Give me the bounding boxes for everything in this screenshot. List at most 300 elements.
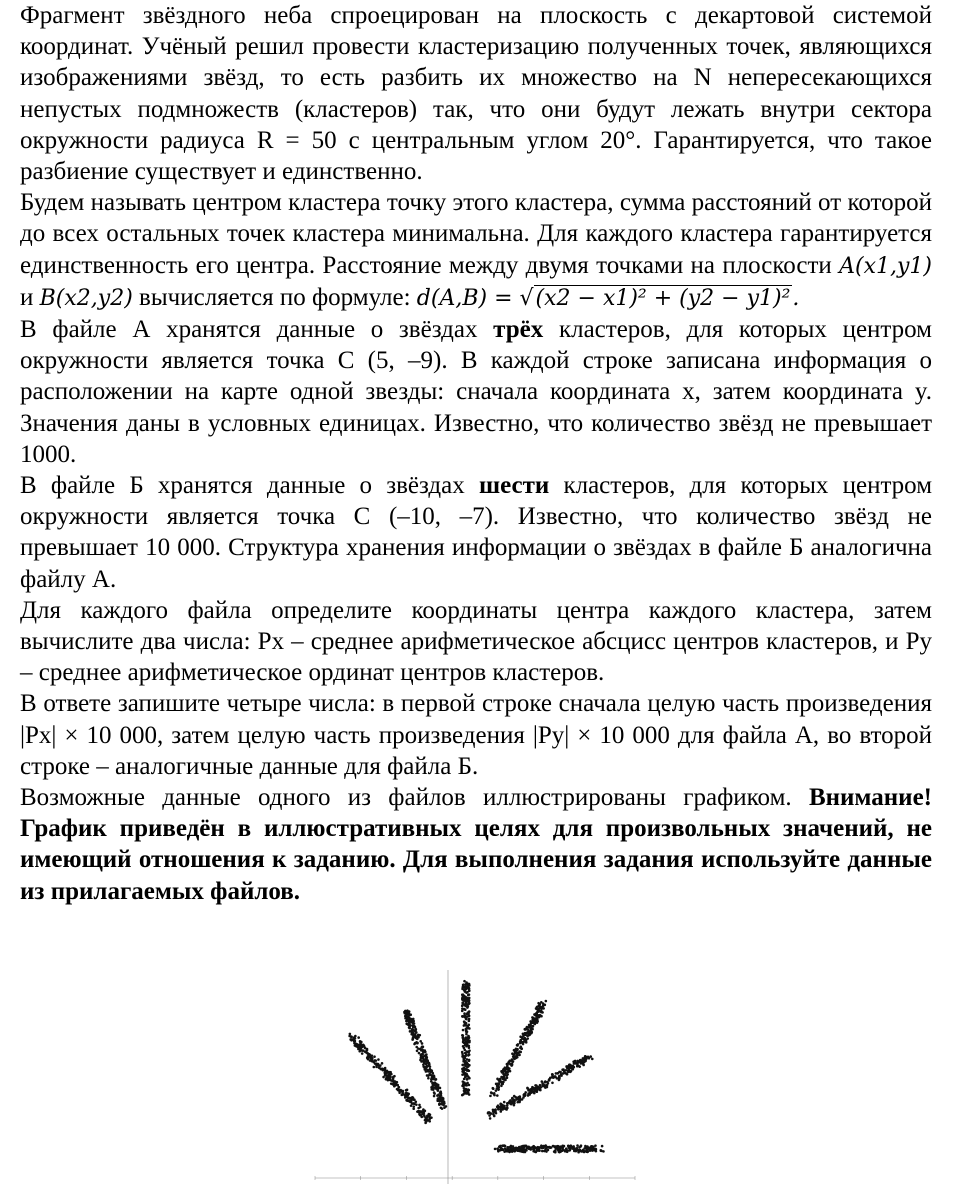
cluster-point [468, 983, 471, 986]
cluster-point [463, 1049, 466, 1052]
cluster-point [406, 1099, 409, 1102]
cluster-point [441, 1103, 444, 1106]
cluster-point [405, 1089, 408, 1092]
cluster-point [559, 1146, 562, 1149]
cluster-point [566, 1151, 569, 1154]
cluster-point [576, 1144, 579, 1147]
cluster-point [466, 1078, 469, 1081]
cluster-point [527, 1031, 530, 1034]
cluster-point [526, 1034, 529, 1037]
cluster-point [508, 1150, 511, 1153]
cluster-point [399, 1089, 402, 1092]
cluster-point [580, 1062, 583, 1065]
cluster-point [394, 1080, 397, 1083]
paragraph-answer: В ответе запишите четыре числа: в первой строке сначала целую часть произведения |Px| × 10 000, затем целую часть произведения |Py| × 10 000 для файла А, во второй строке – аналогичные данные для файла Б. [20, 690, 932, 780]
cluster-point [520, 1040, 523, 1043]
cluster-point [462, 984, 465, 987]
cluster-point [433, 1095, 436, 1098]
cluster-point [497, 1083, 500, 1086]
distance-formula: d(A,B) = √(x2 − x1)² + (y2 − y1)². [416, 285, 800, 311]
cluster-point [377, 1058, 380, 1061]
cluster-point [601, 1145, 604, 1148]
cluster-point [531, 1089, 534, 1092]
cluster-point [562, 1072, 565, 1075]
cluster-point [547, 1149, 550, 1152]
cluster-point [461, 1036, 464, 1039]
scatter-svg [305, 960, 645, 1188]
cluster-point [433, 1092, 436, 1095]
cluster-point [527, 1028, 530, 1031]
cluster-point [466, 1082, 469, 1085]
cluster-point [461, 988, 464, 991]
cluster-point [468, 1020, 471, 1023]
scatter-chart [305, 960, 645, 1188]
cluster-point [371, 1059, 374, 1062]
cluster-point [518, 1054, 521, 1057]
cluster-point [591, 1058, 594, 1061]
cluster-point [420, 1053, 423, 1056]
cluster-point [537, 1146, 540, 1149]
cluster-point [419, 1040, 422, 1043]
cluster-point [465, 991, 468, 994]
cluster-point [544, 1080, 547, 1083]
cluster-point [412, 1020, 415, 1023]
cluster-point [465, 1000, 468, 1003]
cluster-point [465, 1024, 468, 1027]
cluster-point [489, 1095, 492, 1098]
cluster-point [464, 1060, 467, 1063]
cluster-point [408, 1023, 411, 1026]
cluster-point [465, 1028, 468, 1031]
cluster-point [354, 1035, 357, 1038]
cluster-point [540, 1007, 543, 1010]
cluster-point [565, 1147, 568, 1150]
cluster-point [412, 1097, 415, 1100]
cluster-point [462, 1093, 465, 1096]
cluster-point [523, 1037, 526, 1040]
cluster-point [432, 1084, 435, 1087]
cluster-point [504, 1078, 507, 1081]
cluster-point [438, 1099, 441, 1102]
cluster-point [545, 1000, 548, 1003]
cluster-point [507, 1061, 510, 1064]
cluster-point [424, 1110, 427, 1113]
cluster-point [357, 1036, 360, 1039]
task-text [20, 0, 932, 907]
cluster-point [526, 1087, 529, 1090]
cluster-point [420, 1057, 423, 1060]
cluster-point [512, 1060, 515, 1063]
cluster-point [419, 1106, 422, 1109]
cluster-point [537, 1085, 540, 1088]
cluster-point [499, 1149, 502, 1152]
cluster-point [407, 1093, 410, 1096]
cluster-point [497, 1108, 500, 1111]
cluster-point [501, 1108, 504, 1111]
cluster-point [583, 1151, 586, 1154]
cluster-point [360, 1041, 363, 1044]
cluster-point [522, 1096, 525, 1099]
cluster-point [350, 1039, 353, 1042]
cluster-point [462, 1057, 465, 1060]
cluster-point [405, 1013, 408, 1016]
cluster-point [494, 1148, 497, 1151]
cluster-point [530, 1031, 533, 1034]
cluster-point [396, 1084, 399, 1087]
cluster-point [556, 1072, 559, 1075]
cluster-point [464, 1075, 467, 1078]
cluster-point [537, 1010, 540, 1013]
paragraph-center-definition: Будем называть центром кластера точку этого кластера, сумма расстояний от которой до всех остальных точек кластера минимальна. Для каждого кластера гарантируется единственность его центра. Расстояние между двумя точками на плоскости A(x1,y1) и B(x2,y2) вычисляется по формуле: d(A,B) = √(x2 − x1)² + (y2 − y1)². [20, 189, 933, 311]
cluster-point [410, 1101, 413, 1104]
cluster-point [561, 1068, 564, 1071]
cluster-point [390, 1082, 393, 1085]
cluster-point [549, 1077, 552, 1080]
cluster-point [506, 1073, 509, 1076]
cluster-point [510, 1147, 513, 1150]
cluster-point [585, 1058, 588, 1061]
cluster-point [590, 1149, 593, 1152]
cluster-point [535, 1007, 538, 1010]
cluster-point [464, 1042, 467, 1045]
cluster-point [467, 1051, 470, 1054]
cluster-point [582, 1057, 585, 1060]
cluster-point [417, 1047, 420, 1050]
cluster-point [542, 1004, 545, 1007]
cluster-point [467, 1038, 470, 1041]
cluster-point [440, 1092, 443, 1095]
cluster-point [524, 1028, 527, 1031]
cluster-point [506, 1066, 509, 1069]
cluster-point [586, 1145, 589, 1148]
cluster-point [420, 1046, 423, 1049]
warning-text: Внимание! График приведён в иллюстративных целях для произвольных значений, не имеющий отношения к заданию. Для выполнения задания используйте данные из прилагаемых файлов. [20, 784, 933, 905]
cluster-point [414, 1028, 417, 1031]
cluster-point [523, 1149, 526, 1152]
cluster-point [393, 1085, 396, 1088]
cluster-point [551, 1081, 554, 1084]
cluster-point [427, 1077, 430, 1080]
cluster-point [573, 1147, 576, 1150]
cluster-point [349, 1033, 352, 1036]
cluster-point [390, 1073, 393, 1076]
cluster-point [491, 1087, 494, 1090]
point-a: A(x1,y1) [839, 253, 933, 279]
cluster-point [538, 1149, 541, 1152]
cluster-point [393, 1075, 396, 1078]
cluster-point [462, 993, 465, 996]
cluster-point [440, 1097, 443, 1100]
cluster-point [464, 1008, 467, 1011]
cluster-point [507, 1071, 510, 1074]
cluster-point [427, 1070, 430, 1073]
cluster-point [421, 1042, 424, 1045]
cluster-point [496, 1094, 499, 1097]
cluster-point [464, 1091, 467, 1094]
cluster-point [392, 1078, 395, 1081]
cluster-point [498, 1145, 501, 1148]
cluster-point [534, 1017, 537, 1020]
cluster-point [505, 1149, 508, 1152]
cluster-point [373, 1055, 376, 1058]
cluster-point [558, 1078, 561, 1081]
cluster-point [504, 1074, 507, 1077]
cluster-point [374, 1059, 377, 1062]
cluster-point [426, 1074, 429, 1077]
cluster-point [411, 1038, 414, 1041]
cluster-point [364, 1050, 367, 1053]
cluster-point [582, 1064, 585, 1067]
cluster-point [534, 1023, 537, 1026]
cluster-point [445, 1105, 448, 1108]
cluster-point [502, 1105, 505, 1108]
cluster-point [490, 1091, 493, 1094]
point-b: B(x2,y2) [39, 285, 133, 311]
cluster-point [526, 1037, 529, 1040]
cluster-point [496, 1087, 499, 1090]
cluster-point [468, 1045, 471, 1048]
cluster-point [489, 1117, 492, 1120]
paragraph-intro: Фрагмент звёздного неба спроецирован на плоскость с декартовой системой координат. Учёный решил провести кластеризацию полученных точек, являющихся изображениями звёзд, то есть разбить их множество на N непересекающихся непустых подмножеств (кластеров) так, что они будут лежать внутри сектора окружности радиуса R = 50 с центральным углом 20°. Гарантируется, что такое разбиение существует и единственно. [20, 2, 932, 186]
cluster-point [552, 1076, 555, 1079]
cluster-point [559, 1071, 562, 1074]
cluster-point [506, 1107, 509, 1110]
cluster-point [573, 1150, 576, 1153]
cluster-point [428, 1118, 431, 1121]
cluster-point [537, 1016, 540, 1019]
cluster-point [529, 1024, 532, 1027]
cluster-point [528, 1093, 531, 1096]
cluster-point [416, 1042, 419, 1045]
cluster-point [361, 1052, 364, 1055]
cluster-point [412, 1105, 415, 1108]
cluster-point [518, 1101, 521, 1104]
cluster-point [510, 1102, 513, 1105]
cluster-point [492, 1108, 495, 1111]
cluster-point [532, 1025, 535, 1028]
cluster-point [539, 1084, 542, 1087]
cluster-point [422, 1050, 425, 1053]
paragraph-file-b: В файле Б хранятся данные о звёздах шести кластеров, для которых центром окружности является точка C (–10, –7). Известно, что количество звёзд не превышает 10 000. Структура хранения информации о звёздах в файле Б аналогична файлу А. [20, 472, 933, 593]
cluster-point [501, 1081, 504, 1084]
cluster-point [361, 1046, 364, 1049]
cluster-point [464, 1063, 467, 1066]
cluster-point [561, 1148, 564, 1151]
cluster-point [412, 1036, 415, 1039]
cluster-point [503, 1101, 506, 1104]
cluster-point [490, 1112, 493, 1115]
cluster-point [464, 1072, 467, 1075]
cluster-point [544, 1086, 547, 1089]
cluster-point [550, 1146, 553, 1149]
cluster-point [592, 1146, 595, 1149]
cluster-point [533, 1147, 536, 1150]
cluster-point [519, 1098, 522, 1101]
cluster-point [495, 1089, 498, 1092]
cluster-point [428, 1064, 431, 1067]
cluster-point [541, 1011, 544, 1014]
cluster-point [468, 1064, 471, 1067]
cluster-point [524, 1032, 527, 1035]
cluster-point [428, 1120, 431, 1123]
cluster-point [468, 1000, 471, 1003]
cluster-point [465, 1088, 468, 1091]
cluster-point [418, 1104, 421, 1107]
cluster-point [436, 1087, 439, 1090]
cluster-point [516, 1051, 519, 1054]
cluster-point [375, 1066, 378, 1069]
cluster-point [516, 1056, 519, 1059]
cluster-point [463, 1015, 466, 1018]
cluster-point [566, 1073, 569, 1076]
cluster-point [467, 994, 470, 997]
cluster-point [493, 1093, 496, 1096]
cluster-point [546, 1146, 549, 1149]
cluster-point [538, 1007, 541, 1010]
cluster-point [461, 1052, 464, 1055]
cluster-point [523, 1146, 526, 1149]
cluster-point [465, 1084, 468, 1087]
cluster-point [523, 1093, 526, 1096]
cluster-point [572, 1066, 575, 1069]
cluster-point [559, 1150, 562, 1153]
cluster-point [516, 1149, 519, 1152]
cluster-point [416, 1049, 419, 1052]
cluster-point [409, 1013, 412, 1016]
cluster-point [373, 1066, 376, 1069]
cluster-point [462, 1029, 465, 1032]
cluster-point [410, 1104, 413, 1107]
cluster-point [461, 1055, 464, 1058]
cluster-point [462, 1069, 465, 1072]
cluster-point [468, 1027, 471, 1030]
cluster-point [466, 1013, 469, 1016]
cluster-point [431, 1077, 434, 1080]
cluster-point [429, 1068, 432, 1071]
cluster-point [468, 1059, 471, 1062]
cluster-point [387, 1073, 390, 1076]
cluster-point [428, 1073, 431, 1076]
cluster-point [368, 1053, 371, 1056]
cluster-point [424, 1117, 427, 1120]
cluster-point [500, 1084, 503, 1087]
cluster-point [514, 1049, 517, 1052]
cluster-point [512, 1098, 515, 1101]
cluster-point [384, 1067, 387, 1070]
cluster-point [434, 1078, 437, 1081]
cluster-point [397, 1087, 400, 1090]
cluster-point [462, 1003, 465, 1006]
cluster-point [584, 1060, 587, 1063]
cluster-point [589, 1055, 592, 1058]
cluster-point [568, 1149, 571, 1152]
cluster-point [567, 1071, 570, 1074]
cluster-point [536, 1020, 539, 1023]
cluster-point [465, 1004, 468, 1007]
cluster-point [464, 1055, 467, 1058]
cluster-point [519, 1095, 522, 1098]
cluster-point [419, 1110, 422, 1113]
cluster-point [498, 1079, 501, 1082]
cluster-point [415, 1103, 418, 1106]
cluster-point [406, 1016, 409, 1019]
cluster-point [385, 1071, 388, 1074]
cluster-point [504, 1145, 507, 1148]
cluster-point [513, 1149, 516, 1152]
cluster-point [555, 1145, 558, 1148]
cluster-point [506, 1104, 509, 1107]
paragraph-compute: Для каждого файла определите координаты центра каждого кластера, затем вычислите два числа: Px – среднее арифметическое абсцисс центров кластеров, и Py – среднее арифметическое ординат центров кластеров. [20, 596, 932, 687]
cluster-point [461, 1073, 464, 1076]
cluster-point [432, 1072, 435, 1075]
cluster-point [423, 1059, 426, 1062]
cluster-point [374, 1062, 377, 1065]
cluster-point [516, 1049, 519, 1052]
cluster-point [528, 1147, 531, 1150]
cluster-point [467, 1035, 470, 1038]
cluster-point [568, 1147, 571, 1150]
cluster-point [584, 1055, 587, 1058]
cluster-point [462, 999, 465, 1002]
cluster-point [520, 1047, 523, 1050]
cluster-point [424, 1054, 427, 1057]
cluster-point [408, 1027, 411, 1030]
cluster-point [438, 1103, 441, 1106]
cluster-point [573, 1060, 576, 1063]
cluster-point [427, 1114, 430, 1117]
cluster-point [534, 1084, 537, 1087]
cluster-point [541, 1147, 544, 1150]
cluster-point [531, 1021, 534, 1024]
cluster-point [422, 1065, 425, 1068]
cluster-point [594, 1147, 597, 1150]
cluster-point [412, 1032, 415, 1035]
cluster-point [544, 1148, 547, 1151]
cluster-point [401, 1092, 404, 1095]
paragraph-file-a: В файле А хранятся данные о звёздах трёх кластеров, для которых центром окружности является точка C (5, –9). В каждой строке записана информация о расположении на карте одной звезды: сначала координата x, затем координата y. Значения даны в условных единицах. Известно, что количество звёзд не превышает 1000. [20, 316, 933, 468]
cluster-point [431, 1082, 434, 1085]
cluster-point [487, 1111, 490, 1114]
cluster-point [419, 1114, 422, 1117]
cluster-point [354, 1037, 357, 1040]
cluster-point [367, 1056, 370, 1059]
cluster-point [413, 1022, 416, 1025]
cluster-point [381, 1062, 384, 1065]
cluster-point [577, 1065, 580, 1068]
cluster-point [539, 1003, 542, 1006]
cluster-point [513, 1104, 516, 1107]
cluster-point [554, 1150, 557, 1153]
cluster-point [602, 1150, 605, 1153]
cluster-point [492, 1113, 495, 1116]
cluster-point [578, 1146, 581, 1149]
cluster-point [416, 1110, 419, 1113]
cluster-point [468, 1093, 471, 1096]
cluster-point [466, 1069, 469, 1072]
cluster-point [521, 1036, 524, 1039]
cluster-point [500, 1070, 503, 1073]
cluster-point [440, 1106, 443, 1109]
cluster-point [350, 1036, 353, 1039]
cluster-point [468, 1089, 471, 1092]
cluster-point [467, 1003, 470, 1006]
cluster-point [463, 1024, 466, 1027]
cluster-point [499, 1110, 502, 1113]
paragraph-illustration: Возможные данные одного из файлов иллюстрированы графиком. Внимание! График приведён в иллюстративных целях для произвольных значений, не имеющий отношения к заданию. Для выполнения задания используйте данные из прилагаемых файлов. [20, 784, 933, 905]
cluster-point [579, 1059, 582, 1062]
cluster-point [357, 1048, 360, 1051]
cluster-point [467, 1075, 470, 1078]
